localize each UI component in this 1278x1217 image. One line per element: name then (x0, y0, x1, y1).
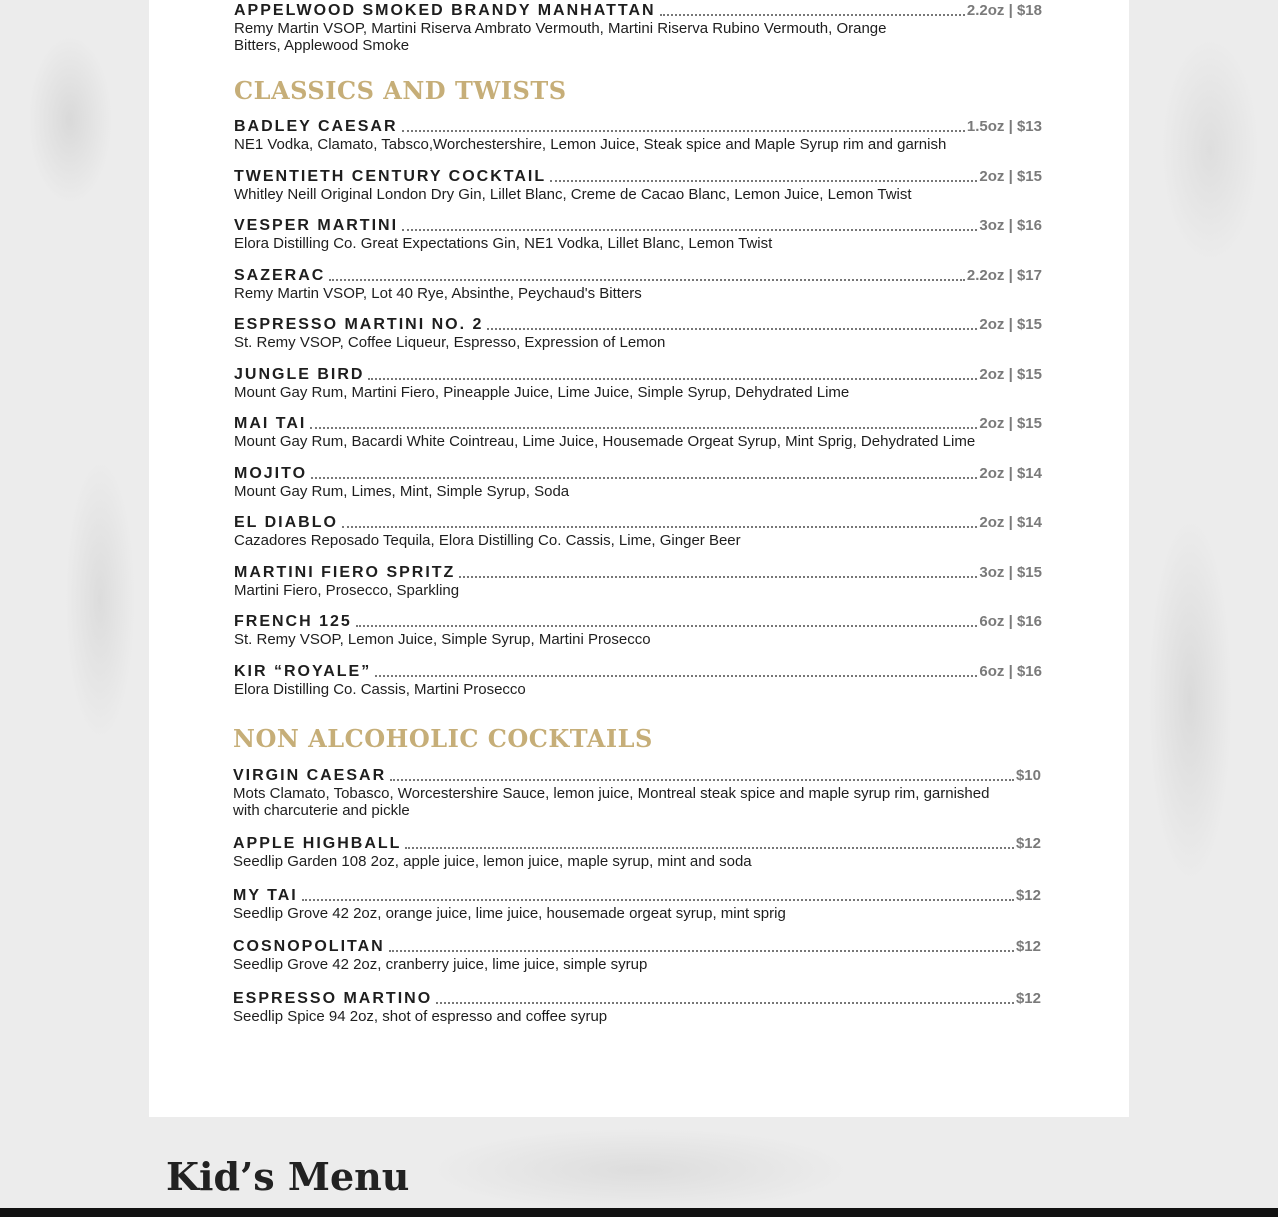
leader-dots (389, 950, 1014, 952)
item-name: MY TAI (233, 886, 298, 904)
section-title: CLASSICS AND TWISTS (234, 76, 567, 105)
item-price: 3oz | $16 (979, 217, 1042, 234)
item-description: Seedlip Grove 42 2oz, cranberry juice, lime juice, simple syrup (233, 956, 648, 973)
item-price: 2oz | $15 (979, 316, 1042, 333)
leader-dots (375, 675, 977, 677)
item-price: 6oz | $16 (979, 662, 1042, 680)
menu-item (233, 990, 1041, 1026)
menu-item (234, 316, 1042, 352)
leader-dots (342, 526, 977, 528)
menu-item (233, 938, 1041, 974)
item-description: St. Remy VSOP, Coffee Liqueur, Espresso, Expression of Lemon (234, 334, 666, 351)
item-price: $12 (1015, 989, 1041, 1007)
leader-dots (405, 847, 1014, 849)
item-name: TWENTIETH CENTURY COCKTAIL (234, 167, 547, 185)
menu-item (233, 767, 1041, 819)
item-name: KIR “ROYALE” (234, 662, 372, 680)
item-price: 2oz | $14 (979, 464, 1042, 482)
menu-item (234, 2, 1042, 54)
menu-item (234, 415, 1042, 451)
item-price: 2oz | $15 (979, 365, 1042, 383)
item-description: Mount Gay Rum, Bacardi White Cointreau, Lime Juice, Housemade Orgeat Syrup, Mint Sprig, Dehydrated Lime (234, 433, 976, 450)
item-name: MARTINI FIERO SPRITZ (234, 563, 456, 581)
item-description: Seedlip Spice 94 2oz, shot of espresso and coffee syrup (233, 1007, 608, 1025)
item-description: Martini Fiero, Prosecco, Sparkling (234, 581, 460, 599)
item-name: VIRGIN CAESAR (233, 767, 387, 784)
item-name: EL DIABLO (234, 514, 338, 531)
leader-dots (390, 779, 1014, 781)
item-name: MAI TAI (234, 415, 307, 432)
leader-dots (356, 625, 978, 627)
item-price: 2.2oz | $18 (966, 2, 1042, 19)
item-name: FRENCH 125 (234, 613, 352, 630)
item-description: Remy Martin VSOP, Lot 40 Rye, Absinthe, Peychaud's Bitters (234, 284, 642, 302)
classics-section (234, 76, 1042, 698)
item-description: NE1 Vodka, Clamato, Tabsco,Worchestershire, Lemon Juice, Steak spice and Maple Syrup rim and garnish (234, 136, 947, 153)
menu-item (234, 168, 1042, 204)
menu-item (234, 514, 1042, 550)
leader-dots (368, 378, 977, 380)
classics-list (234, 118, 1042, 698)
top-section (234, 2, 1042, 54)
item-name: VESPER MARTINI (234, 217, 399, 234)
item-description: Seedlip Grove 42 2oz, orange juice, lime juice, housemade orgeat syrup, mint sprig (233, 904, 786, 922)
leader-dots (311, 477, 977, 479)
menu-item (234, 465, 1042, 501)
item-price: 1.5oz | $13 (966, 118, 1042, 135)
leader-dots (402, 229, 977, 231)
menu-item (234, 267, 1042, 303)
menu-item (234, 613, 1042, 649)
item-description: Mount Gay Rum, Martini Fiero, Pineapple Juice, Lime Juice, Simple Syrup, Dehydrated Lime (234, 383, 850, 401)
menu-item (234, 366, 1042, 402)
item-description: Remy Martin VSOP, Martini Riserva Ambrato Vermouth, Martini Riserva Rubino Vermouth, Orange Bitters, Applewood Smoke (234, 20, 887, 54)
item-name: ESPRESSO MARTINO (233, 989, 433, 1007)
kids-menu-heading: Kid’s Menu (166, 1154, 410, 1199)
leader-dots (310, 427, 977, 429)
menu-item (233, 887, 1041, 923)
item-description: Elora Distilling Co. Great Expectations Gin, NE1 Vodka, Lillet Blanc, Lemon Twist (234, 235, 773, 252)
menu-item (233, 835, 1041, 871)
item-description: Cazadores Reposado Tequila, Elora Distilling Co. Cassis, Lime, Ginger Beer (234, 532, 741, 549)
item-name: JUNGLE BIRD (234, 365, 365, 383)
menu-item (234, 217, 1042, 253)
item-name: BADLEY CAESAR (234, 118, 398, 135)
item-description: St. Remy VSOP, Lemon Juice, Simple Syrup, Martini Prosecco (234, 631, 651, 648)
item-price: $12 (1015, 886, 1041, 904)
item-price: 2oz | $14 (979, 514, 1042, 531)
non-alcoholic-list (233, 767, 1041, 1025)
leader-dots (550, 180, 977, 182)
item-name: APPELWOOD SMOKED BRANDY MANHATTAN (234, 2, 656, 19)
item-description: Mount Gay Rum, Limes, Mint, Simple Syrup, Soda (234, 482, 570, 500)
leader-dots (487, 328, 977, 330)
item-description: Seedlip Garden 108 2oz, apple juice, lemon juice, maple syrup, mint and soda (233, 853, 752, 870)
item-price: 2oz | $15 (979, 167, 1042, 185)
leader-dots (436, 1002, 1014, 1004)
item-price: 6oz | $16 (979, 613, 1042, 630)
item-name: APPLE HIGHBALL (233, 835, 402, 852)
item-price: 3oz | $15 (979, 563, 1042, 581)
bottom-bar (0, 1208, 1278, 1217)
leader-dots (402, 130, 965, 132)
section-title: NON ALCOHOLIC COCKTAILS (233, 724, 653, 753)
item-price: 2.2oz | $17 (966, 266, 1042, 284)
leader-dots (459, 576, 977, 578)
item-name: SAZERAC (234, 266, 326, 284)
item-price: $12 (1015, 938, 1041, 955)
menu-item (234, 118, 1042, 154)
menu-item (234, 663, 1042, 699)
non-alcoholic-section (233, 724, 1041, 1025)
item-price: 2oz | $15 (979, 415, 1042, 432)
item-price: $12 (1015, 835, 1041, 852)
menu-card (149, 0, 1129, 1117)
leader-dots (329, 279, 965, 281)
item-price: $10 (1015, 767, 1041, 784)
item-description: Mots Clamato, Tobasco, Worcestershire Sauce, lemon juice, Montreal steak spice and maple syrup rim, garnished with charcuterie and pickle (233, 785, 990, 819)
item-name: MOJITO (234, 464, 308, 482)
item-name: COSNOPOLITAN (233, 938, 385, 955)
menu-item (234, 564, 1042, 600)
leader-dots (302, 899, 1014, 901)
leader-dots (660, 14, 965, 16)
item-name: ESPRESSO MARTINI NO. 2 (234, 316, 484, 333)
item-description: Elora Distilling Co. Cassis, Martini Prosecco (234, 680, 526, 698)
item-description: Whitley Neill Original London Dry Gin, Lillet Blanc, Creme de Cacao Blanc, Lemon Juice, Lemon Twist (234, 185, 912, 203)
